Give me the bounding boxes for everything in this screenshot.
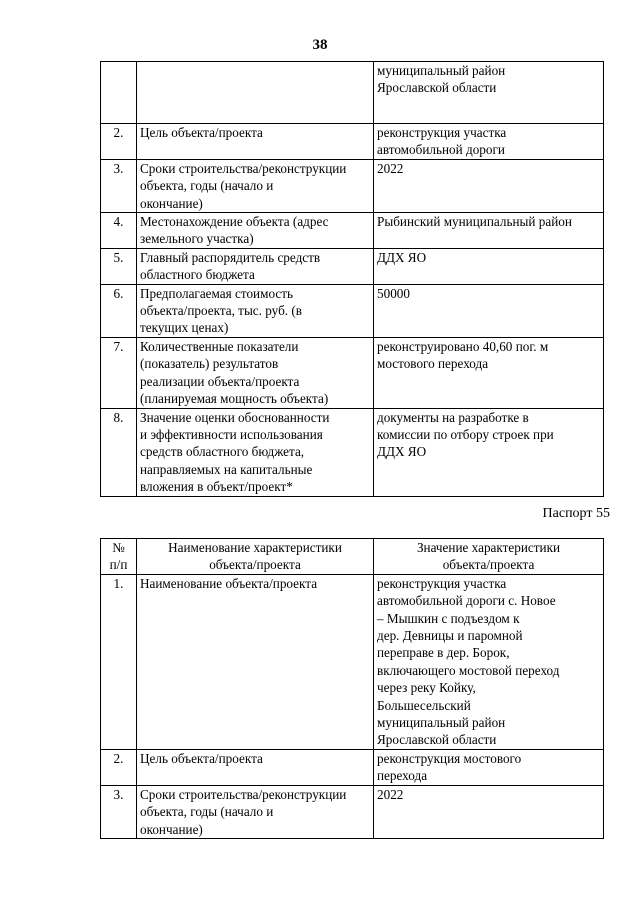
characteristic-name: Главный распорядитель средств областного бюджета bbox=[137, 248, 374, 284]
characteristic-value: документы на разработке в комиссии по отбору строек при ДДХ ЯО bbox=[374, 408, 604, 496]
characteristic-value: реконструкция мостового перехода bbox=[374, 749, 604, 785]
characteristic-value: реконструкция участка автомобильной дороги bbox=[374, 124, 604, 160]
table-row bbox=[101, 785, 604, 838]
passport-table-continued bbox=[100, 61, 604, 497]
header-characteristic-value: Значение характеристики объекта/проекта bbox=[374, 539, 604, 575]
row-number: 5. bbox=[101, 248, 137, 284]
row-number: 3. bbox=[101, 159, 137, 212]
row-number: 2. bbox=[101, 124, 137, 160]
characteristic-name: Сроки строительства/реконструкции объекта, годы (начало и окончание) bbox=[137, 159, 374, 212]
row-number bbox=[101, 62, 137, 124]
table-row bbox=[101, 248, 604, 284]
characteristic-value: ДДХ ЯО bbox=[374, 248, 604, 284]
characteristic-name: Предполагаемая стоимость объекта/проекта, тыс. руб. (в текущих ценах) bbox=[137, 284, 374, 337]
table-row bbox=[101, 408, 604, 496]
table-row bbox=[101, 62, 604, 124]
characteristic-name: Наименование объекта/проекта bbox=[137, 574, 374, 749]
row-number: 3. bbox=[101, 785, 137, 838]
passport-label: Паспорт 55 bbox=[542, 506, 610, 521]
table-row bbox=[101, 159, 604, 212]
characteristic-value: 50000 bbox=[374, 284, 604, 337]
row-number: 1. bbox=[101, 574, 137, 749]
characteristic-name: Количественные показатели (показатель) результатов реализации объекта/проекта (планируемая мощность объекта) bbox=[137, 337, 374, 408]
characteristic-value: 2022 bbox=[374, 785, 604, 838]
characteristic-name: Сроки строительства/реконструкции объекта, годы (начало и окончание) bbox=[137, 785, 374, 838]
characteristic-value: реконструкция участка автомобильной дороги с. Новое – Мышкин с подъездом к дер. Девницы и паромной переправе в дер. Борок, включающего мостовой переход через реку Койку, Большесельский муниципальный район Ярославской области bbox=[374, 574, 604, 749]
table-row bbox=[101, 284, 604, 337]
row-number: 6. bbox=[101, 284, 137, 337]
page-number: 38 bbox=[312, 37, 328, 53]
table-header-row bbox=[101, 539, 604, 575]
header-characteristic-name: Наименование характеристики объекта/проекта bbox=[137, 539, 374, 575]
characteristic-value: Рыбинский муниципальный район bbox=[374, 213, 604, 249]
characteristic-value: 2022 bbox=[374, 159, 604, 212]
row-number: 4. bbox=[101, 213, 137, 249]
row-number: 7. bbox=[101, 337, 137, 408]
characteristic-name: Значение оценки обоснованности и эффективности использования средств областного бюджета, направляемых на капитальные вложения в объект/проект* bbox=[137, 408, 374, 496]
table-row bbox=[101, 124, 604, 160]
row-number: 8. bbox=[101, 408, 137, 496]
table-row bbox=[101, 213, 604, 249]
table-row bbox=[101, 574, 604, 749]
characteristic-name: Местонахождение объекта (адрес земельного участка) bbox=[137, 213, 374, 249]
passport-55-table bbox=[100, 538, 604, 839]
characteristic-value: муниципальный район Ярославской области bbox=[374, 62, 604, 124]
table-row bbox=[101, 749, 604, 785]
characteristic-name: Цель объекта/проекта bbox=[137, 124, 374, 160]
header-number: № п/п bbox=[101, 539, 137, 575]
characteristic-name: Цель объекта/проекта bbox=[137, 749, 374, 785]
row-number: 2. bbox=[101, 749, 137, 785]
characteristic-value: реконструировано 40,60 пог. м мостового перехода bbox=[374, 337, 604, 408]
characteristic-name bbox=[137, 62, 374, 124]
table-row bbox=[101, 337, 604, 408]
